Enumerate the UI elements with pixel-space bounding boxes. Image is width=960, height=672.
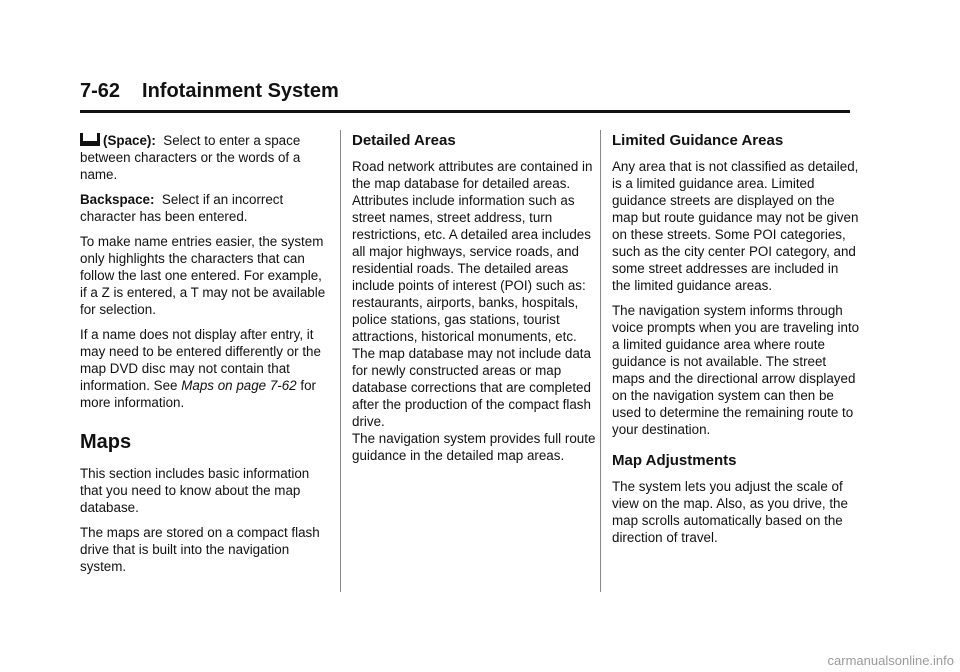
paragraph: To make name entries easier, the system only highlights the characters that can follow the last one entered. For example, if a Z is entered, a T may not be available for selection.: [80, 234, 326, 317]
paragraph: The system lets you adjust the scale of view on the map. Also, as you drive, the map scrolls automatically based on the direction of travel.: [612, 479, 848, 545]
watermark: carmanualsonline.info: [827, 653, 954, 668]
paragraph: Any area that is not classified as detailed, is a limited guidance area. Limited guidance streets are displayed on the map but route guidance may not be given on these streets. Some POI categories, such as the city center POI category, and some street addresses are included in the limited guidance areas.: [612, 159, 859, 293]
cross-reference-link[interactable]: Maps on page 7-62: [181, 378, 297, 393]
space-key-icon: [80, 133, 100, 146]
paragraph-with-reference: [80, 326, 328, 411]
section-title: Infotainment System: [142, 80, 339, 102]
column-middle: [352, 132, 600, 472]
page-number: 7-62: [80, 80, 121, 102]
space-description: Select to enter a space between characters or the words of a name.: [80, 133, 301, 182]
backspace-description: Select if an incorrect character has been entered.: [80, 192, 284, 224]
text-run: for more information.: [80, 378, 316, 410]
column-divider: [340, 130, 341, 592]
column-left: [80, 132, 328, 583]
backspace-definition: [80, 191, 328, 225]
detailed-areas-heading: Detailed Areas: [352, 132, 456, 149]
column-divider: [600, 130, 601, 592]
paragraph: The navigation system provides full route guidance in the detailed map areas.: [352, 431, 596, 463]
space-definition: [80, 132, 328, 183]
map-adjustments-heading: Map Adjustments: [612, 452, 737, 469]
text-run: If a name does not display after entry, it may need to be entered differently or the map DVD disc may not contain that information. See: [80, 327, 321, 393]
paragraph: The navigation system informs through voice prompts when you are traveling into a limited guidance area where route guidance is not available. The street maps and the directional arrow displayed on the navigation system can then be used to determine the remaining route to your destination.: [612, 303, 860, 437]
page-header: [80, 80, 850, 113]
limited-guidance-heading: Limited Guidance Areas: [612, 132, 784, 149]
backspace-term: Backspace:: [80, 192, 155, 207]
space-term: (Space):: [103, 133, 156, 148]
maps-heading: Maps: [80, 431, 132, 453]
column-right: [612, 132, 860, 554]
paragraph: Road network attributes are contained in the map database for detailed areas. Attributes include information such as street names, street address, turn restrictions, etc. A detailed area includes all major highways, service roads, and residential roads. The detailed areas include points of interest (POI) such as: restaurants, airports, banks, hospitals, police stations, gas stations, tourist attractions, historical monuments, etc. The map database may not include data for newly constructed areas or map database corrections that are completed after the production of the compact flash drive.: [352, 159, 593, 429]
paragraph: This section includes basic information that you need to know about the map database.: [80, 466, 310, 515]
paragraph: The maps are stored on a compact flash drive that is built into the navigation system.: [80, 525, 320, 574]
